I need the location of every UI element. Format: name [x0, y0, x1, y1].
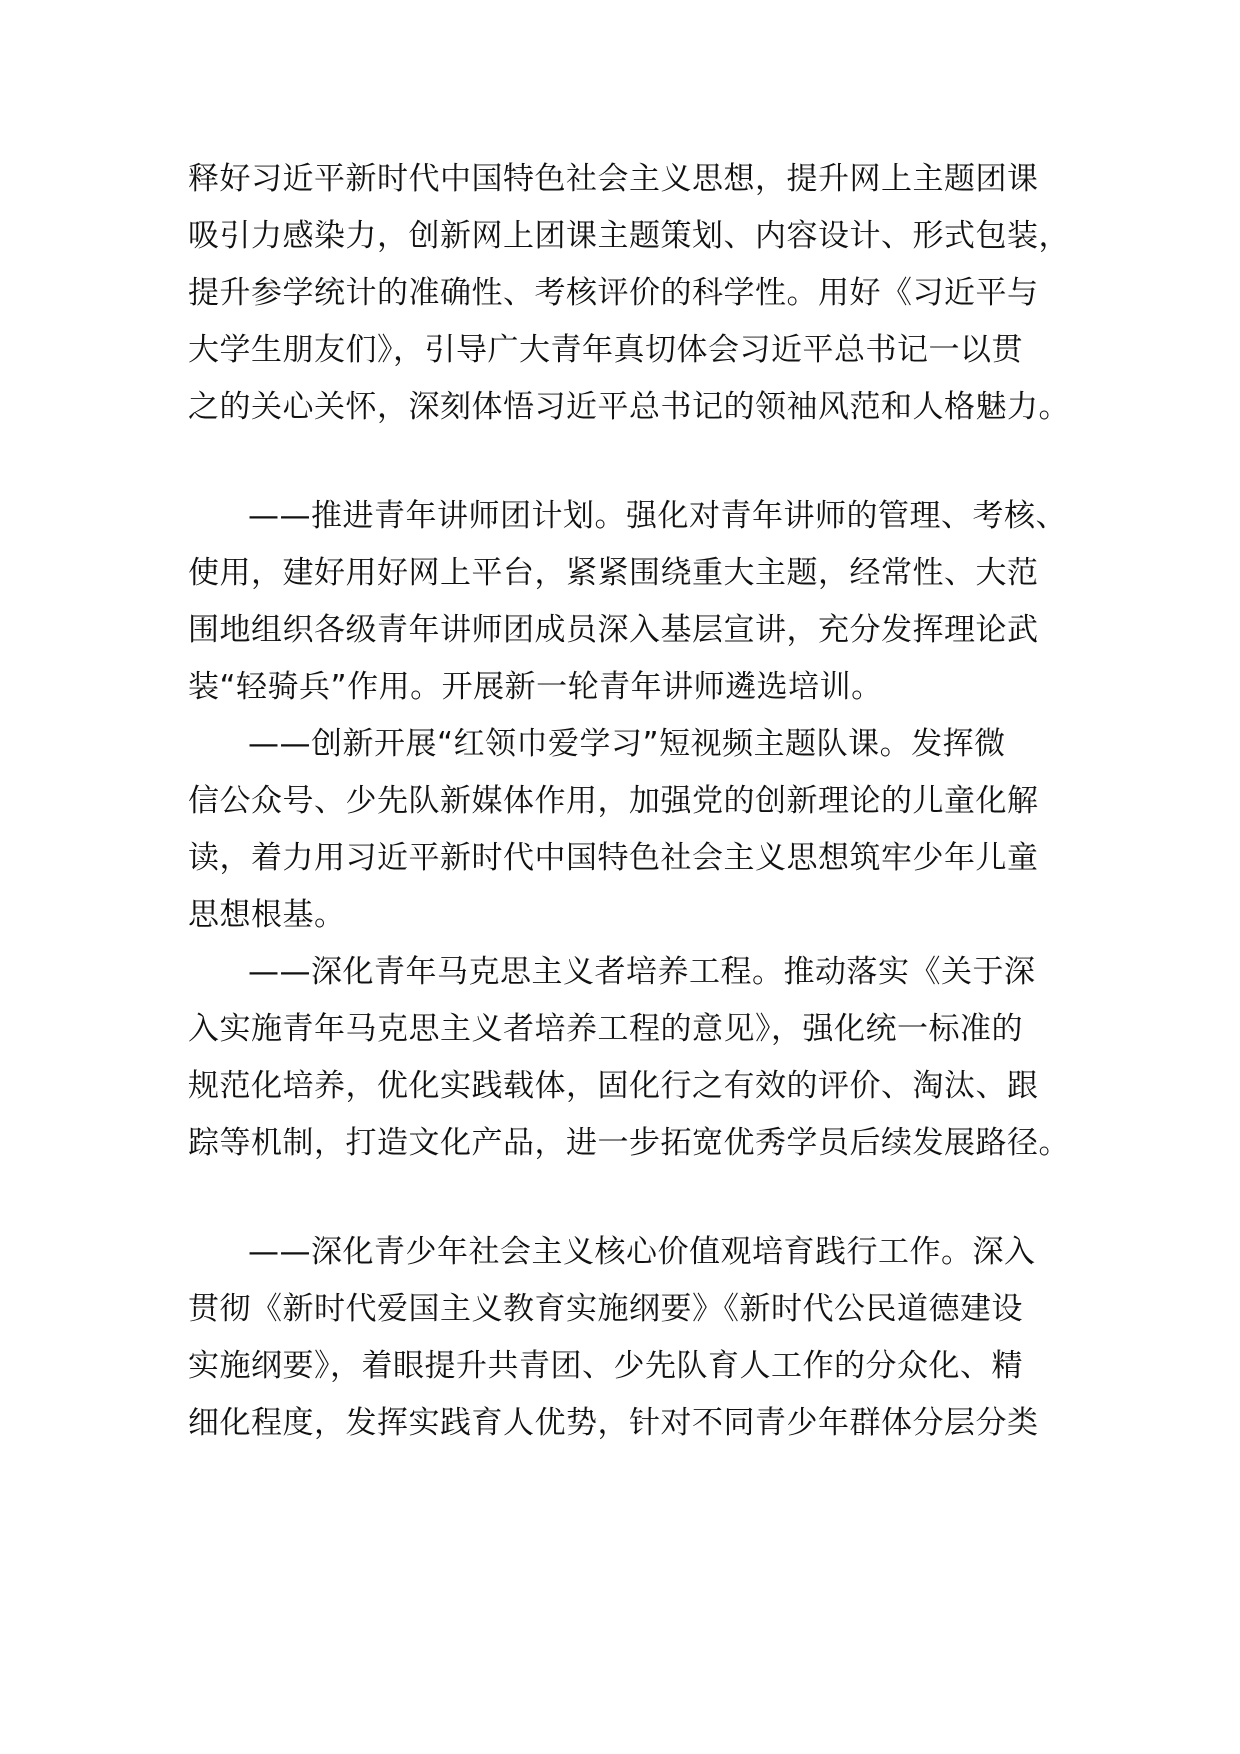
text-line: 读，着力用习近平新时代中国特色社会主义思想筑牢少年儿童	[188, 840, 1039, 876]
text-line: 大学生朋友们》，引导广大青年真切体会习近平总书记一以贯	[188, 332, 1023, 368]
text-line: 踪等机制，打造文化产品，进一步拓宽优秀学员后续发展路径。	[188, 1125, 1070, 1161]
text-line: 释好习近平新时代中国特色社会主义思想，提升网上主题团课	[188, 161, 1039, 197]
text-line: 使用，建好用好网上平台，紧紧围绕重大主题，经常性、大范	[188, 555, 1039, 591]
text-line: ——深化青少年社会主义核心价值观培育践行工作。深入	[248, 1234, 1036, 1270]
text-line: 规范化培养，优化实践载体，固化行之有效的评价、淘汰、跟	[188, 1068, 1039, 1104]
text-line: ——推进青年讲师团计划。强化对青年讲师的管理、考核、	[248, 498, 1067, 534]
text-line: 装“轻骑兵”作用。开展新一轮青年讲师遴选培训。	[188, 669, 883, 705]
text-line: 细化程度，发挥实践育人优势，针对不同青少年群体分层分类	[188, 1405, 1039, 1441]
text-line: 贯彻《新时代爱国主义教育实施纲要》《新时代公民道德建设	[188, 1291, 1023, 1327]
text-line: ——创新开展“红领巾爱学习”短视频主题队课。发挥微	[248, 726, 1006, 762]
text-line: 提升参学统计的准确性、考核评价的科学性。用好《习近平与	[188, 275, 1039, 311]
text-line: 吸引力感染力，创新网上团课主题策划、内容设计、形式包装，	[188, 218, 1070, 254]
text-line: 实施纲要》，着眼提升共青团、少先队育人工作的分众化、精	[188, 1348, 1023, 1384]
text-line: 入实施青年马克思主义者培养工程的意见》，强化统一标准的	[188, 1011, 1023, 1047]
text-line: 围地组织各级青年讲师团成员深入基层宣讲，充分发挥理论武	[188, 612, 1039, 648]
text-line: ——深化青年马克思主义者培养工程。推动落实《关于深	[248, 954, 1036, 990]
text-line: 之的关心关怀，深刻体悟习近平总书记的领袖风范和人格魅力。	[188, 389, 1070, 425]
text-line: 思想根基。	[188, 897, 346, 933]
text-line: 信公众号、少先队新媒体作用，加强党的创新理论的儿童化解	[188, 783, 1039, 819]
